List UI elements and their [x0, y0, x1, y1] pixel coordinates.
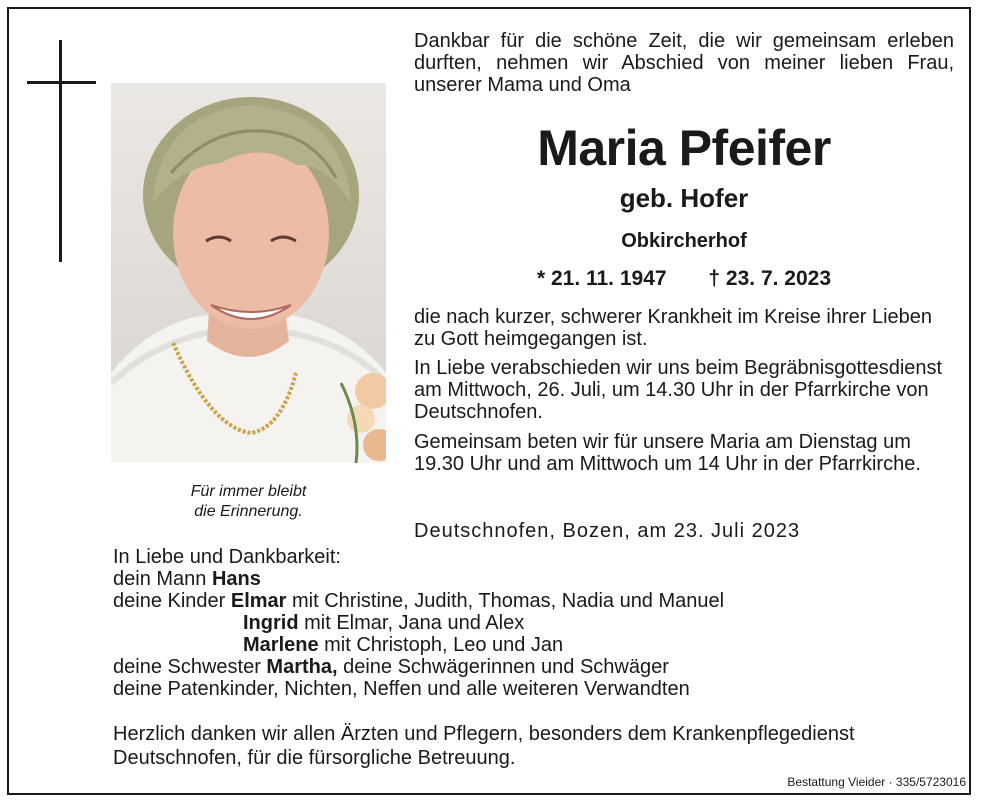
funeral-home-credit: Bestattung Vieider · 335/5723016 — [787, 775, 966, 789]
paragraph-text: Gemeinsam beten wir für unsere Maria am Dienstag um 19.30 Uhr und am Mittwoch um 14 Uhr in der Pfarrkirche. — [414, 431, 921, 475]
portrait-photo — [111, 83, 386, 463]
cross-icon-bar — [27, 81, 96, 84]
family-rest: mit Elmar, Jana und Alex — [298, 612, 525, 634]
family-prefix: deine Schwester — [113, 656, 267, 678]
family-rest: mit Christine, Judith, Thomas, Nadia und Manuel — [286, 590, 725, 612]
family-relatives: deine Patenkinder, Nichten, Neffen und alle weiteren Verwandten — [113, 678, 690, 700]
paragraph-funeral — [414, 357, 954, 423]
paragraph-prayer — [414, 431, 954, 475]
intro-text: Dankbar für die schöne Zeit, die wir gemeinsam erleben durften, nehmen wir Abschied von meiner lieben Frau, unserer Mama und Oma — [414, 30, 954, 96]
family-husband — [113, 568, 953, 590]
maiden-name: geb. Hofer — [619, 183, 749, 213]
family-member-name: Ingrid — [243, 612, 299, 634]
thanks-paragraph: Herzlich danken wir allen Ärzten und Pflegern, besonders dem Krankenpflegedienst Deutschnofen, für die fürsorgliche Betreuung. — [113, 723, 855, 769]
family-member-name: Elmar — [230, 590, 287, 612]
deceased-name: Maria Pfeifer — [537, 120, 831, 176]
family-child — [113, 634, 953, 656]
photo-caption — [111, 482, 386, 522]
family-sister — [113, 656, 953, 678]
family-child — [113, 612, 953, 634]
life-dates — [414, 266, 954, 292]
paragraph-text: In Liebe verabschieden wir uns beim Begräbnisgottesdienst am Mittwoch, 26. Juli, um 14.30 Uhr in der Pfarrkirche von Deutschnofen. — [414, 357, 943, 423]
family-children — [113, 590, 953, 612]
family-list — [113, 546, 953, 700]
family-rest: mit Christoph, Leo und Jan — [318, 634, 564, 656]
caption-line: die Erinnerung. — [194, 503, 303, 520]
caption-line: Für immer bleibt — [190, 483, 307, 500]
family-opening: In Liebe und Dankbarkeit: — [113, 546, 341, 568]
cross-icon — [59, 40, 62, 262]
place-date: Deutschnofen, Bozen, am 23. Juli 2023 — [414, 520, 801, 542]
family-prefix: dein Mann — [113, 568, 212, 590]
family-member-name: Hans — [211, 568, 261, 590]
birth-date: * 21. 11. 1947 — [536, 267, 667, 290]
thanks-text — [113, 722, 958, 770]
family-member-name: Martha, — [266, 656, 338, 678]
family-member-name: Marlene — [243, 634, 319, 656]
family-rest: deine Schwägerinnen und Schwäger — [337, 656, 669, 678]
family-prefix: deine Kinder — [113, 590, 231, 612]
paragraph-death — [414, 306, 954, 350]
farm-name: Obkircherhof — [621, 230, 747, 252]
paragraph-text: die nach kurzer, schwerer Krankheit im Kreise ihrer Lieben zu Gott heimgegangen ist. — [414, 306, 933, 350]
death-date: † 23. 7. 2023 — [708, 267, 832, 290]
